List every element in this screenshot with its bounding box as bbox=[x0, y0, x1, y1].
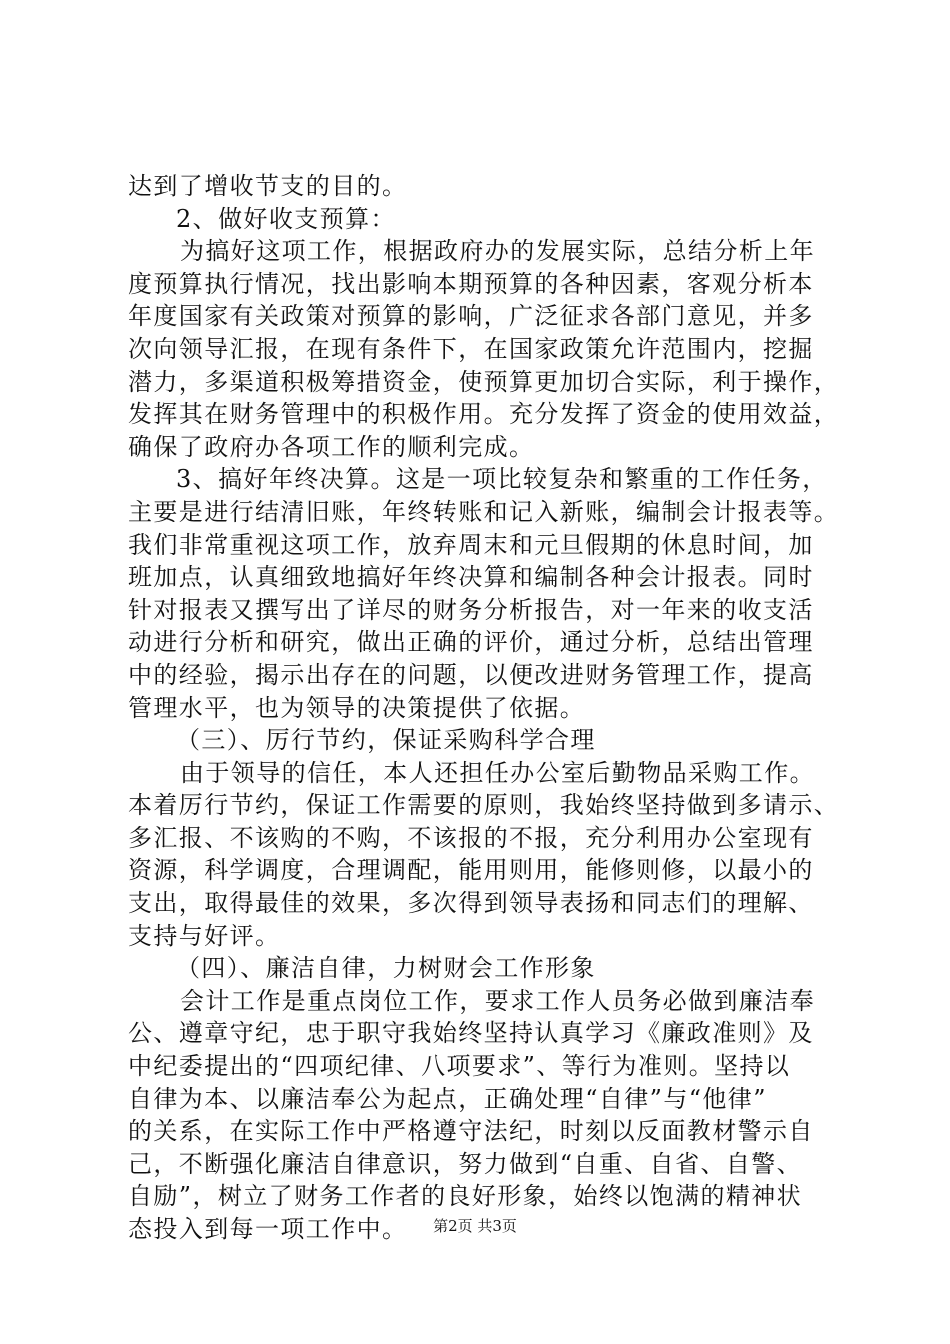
paragraph-line: 发挥其在财务管理中的积极作用。充分发挥了资金的使用效益， bbox=[128, 400, 840, 429]
paragraph-line: 态投入到每一项工作中。 bbox=[128, 1215, 408, 1243]
paragraph-line: 自律为本、以廉洁奉公为起点，正确处理“自律”与“他律” bbox=[128, 1084, 767, 1113]
section-heading-procurement: （三）、厉行节约，保证采购科学合理 bbox=[176, 726, 596, 755]
paragraph-line: 针对报表又撰写出了详尽的财务分析报告，对一年来的收支活 bbox=[128, 595, 814, 624]
paragraph-line: 达到了增收节支的目的。 bbox=[128, 172, 408, 200]
paragraph-line: 的关系，在实际工作中严格遵守法纪，时刻以反面教材警示自 bbox=[128, 1117, 814, 1146]
paragraph-line: 潜力，多渠道积极筹措资金，使预算更加切合实际，利于操作， bbox=[128, 367, 840, 396]
paragraph-line: 中纪委提出的“四项纪律、八项要求”、等行为准则。坚持以 bbox=[128, 1052, 791, 1081]
paragraph-line: 己，不断强化廉洁自律意识，努力做到“自重、自省、自警、 bbox=[128, 1149, 803, 1178]
section-heading-budget: 2、做好收支预算： bbox=[176, 204, 396, 233]
paragraph-line: 动进行分析和研究，做出正确的评价，通过分析，总结出管理 bbox=[128, 628, 814, 657]
paragraph-line: 中的经验，揭示出存在的问题，以便改进财务管理工作，提高 bbox=[128, 660, 814, 689]
paragraph-line: 支持与好评。 bbox=[128, 921, 281, 950]
paragraph-line: 次向领导汇报，在现有条件下，在国家政策允许范围内，挖掘 bbox=[128, 334, 814, 363]
paragraph-line: 年度国家有关政策对预算的影响，广泛征求各部门意见，并多 bbox=[128, 302, 814, 331]
paragraph-line: 会计工作是重点岗位工作，要求工作人员务必做到廉洁奉 bbox=[180, 986, 815, 1015]
paragraph-line: 班加点，认真细致地搞好年终决算和编制各种会计报表。同时 bbox=[128, 563, 814, 592]
paragraph-line: 资源，科学调度，合理调配，能用则用，能修则修，以最小的 bbox=[128, 856, 814, 885]
paragraph-line: 3、搞好年终决算。这是一项比较复杂和繁重的工作任务， bbox=[176, 465, 828, 494]
paragraph-line: 自励”，树立了财务工作者的良好形象，始终以饱满的精神状 bbox=[128, 1182, 803, 1211]
paragraph-line: 本着厉行节约，保证工作需要的原则，我始终坚持做到多请示、 bbox=[128, 791, 840, 820]
paragraph-line: 度预算执行情况，找出影响本期预算的各种因素，客观分析本 bbox=[128, 269, 814, 298]
paragraph-line: 为搞好这项工作，根据政府办的发展实际，总结分析上年 bbox=[180, 237, 815, 266]
paragraph-line: 我们非常重视这项工作，放弃周末和元旦假期的休息时间，加 bbox=[128, 530, 814, 559]
paragraph-line: 支出，取得最佳的效果，多次得到领导表扬和同志们的理解、 bbox=[128, 889, 814, 918]
paragraph-line: 确保了政府办各项工作的顺利完成。 bbox=[128, 432, 535, 461]
paragraph-line: 公、遵章守纪，忠于职守我始终坚持认真学习《廉政准则》及 bbox=[128, 1019, 814, 1048]
paragraph-line: 由于领导的信任，本人还担任办公室后勤物品采购工作。 bbox=[180, 758, 815, 787]
paragraph-line: 管理水平，也为领导的决策提供了依据。 bbox=[128, 693, 586, 722]
paragraph-line: 主要是进行结清旧账，年终转账和记入新账，编制会计报表等。 bbox=[128, 497, 840, 526]
page-footer: 第2页 共3页 bbox=[433, 1217, 517, 1235]
section-heading-integrity: （四）、廉洁自律，力树财会工作形象 bbox=[176, 954, 596, 983]
document-body bbox=[128, 170, 840, 1246]
paragraph-line: 多汇报、不该购的不购，不该报的不报，充分利用办公室现有 bbox=[128, 823, 814, 852]
